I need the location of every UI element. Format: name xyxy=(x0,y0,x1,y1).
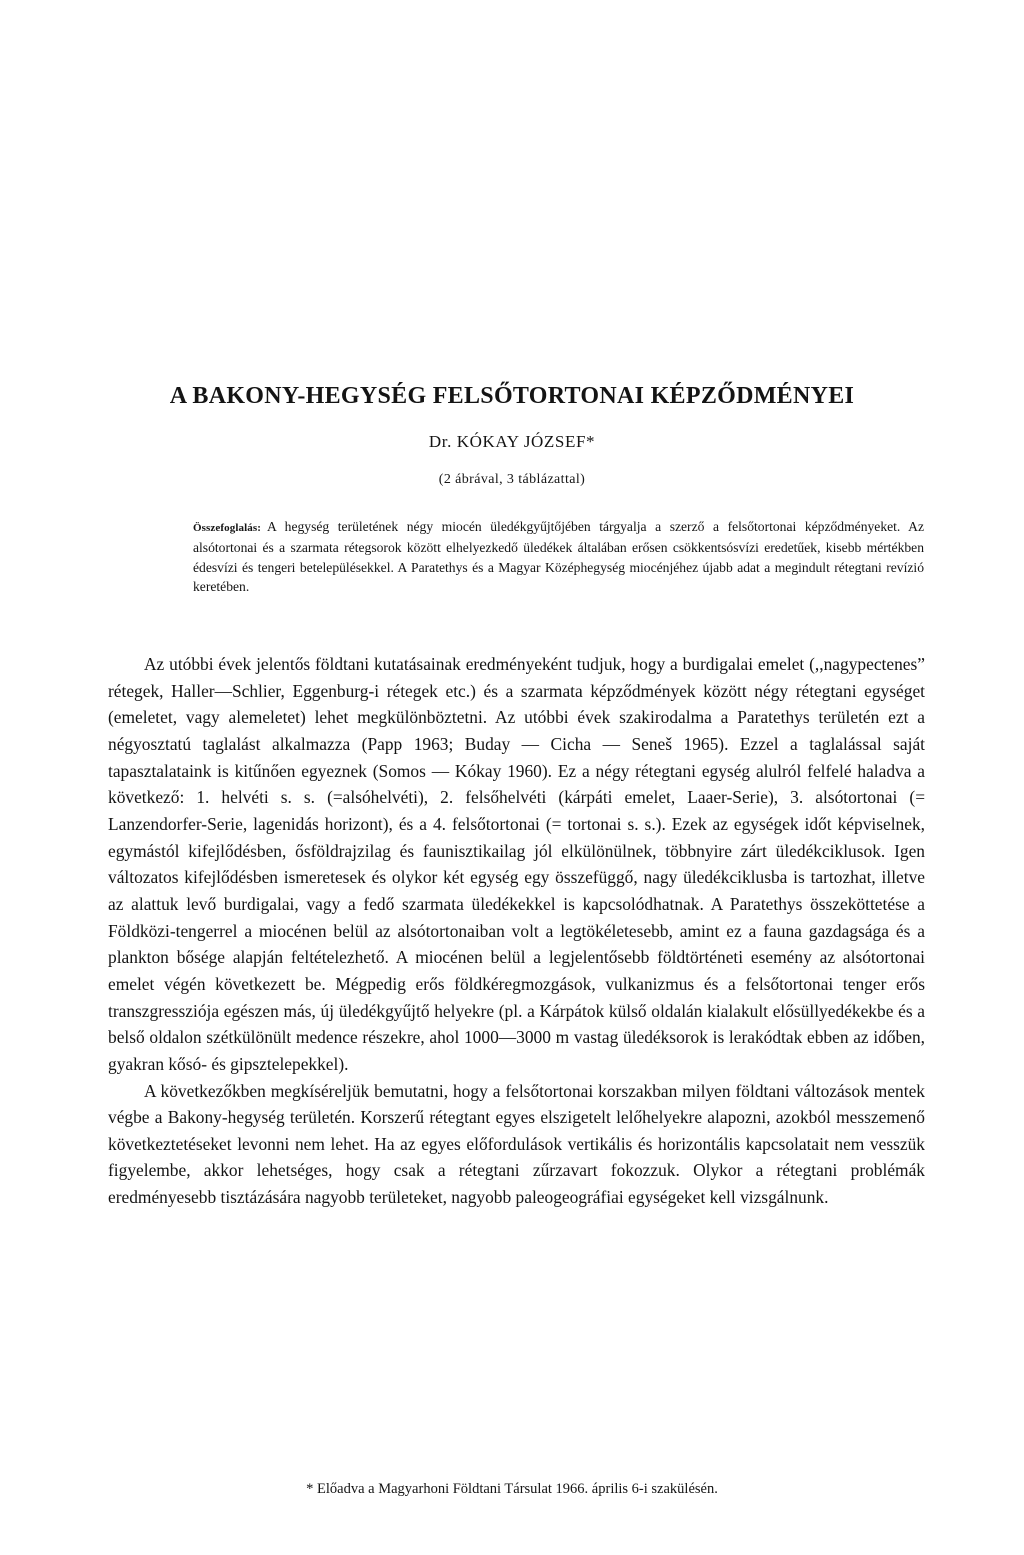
article-title: A BAKONY-HEGYSÉG FELSŐTORTONAI KÉPZŐDMÉNYEI xyxy=(169,383,855,409)
body-paragraph: Az utóbbi évek jelentős földtani kutatásainak eredményeként tudjuk, hogy a burdigalai emelet (,,nagypectenes” rétegek, Haller—Schlier, Eggenburg-i rétegek etc.) és a szarmata képződmények között négy rétegtani egységet (emeletet, vagy alemeletet) lehet megkülönböztetni. Az utóbbi évek szakirodalma a Paratethys területén ezt a négyosztatú taglalást alkalmazza (Papp 1963; Buday — Cicha — Seneš 1965). Ezzel a taglalással saját tapasztalataink is kitűnően egyeznek (Somos — Kókay 1960). Ez a négy rétegtani egység alulról felfelé haladva a következő: 1. helvéti s. s. (=alsóhelvéti), 2. felsőhelvéti (kárpáti emelet, Laaer-Serie), 3. alsótortonai (= Lanzendorfer-Serie, lagenidás horizont), és a 4. felsőtortonai (= tortonai s. s.). Ezek az egységek időt képviselnek, egymástól kifejlődésben, ősföldrajzilag és faunisztikailag jól elkülönülnek, többnyire zárt üledékciklusok. Igen változatos kifejlődésben ismeretesek és olykor két egység egy összefüggő, nagy üledékciklusba is tartozhat, illetve az alattuk levő burdigalai, vagy a fedő szarmata üledékekkel is kapcsolódhatnak. A Paratethys összeköttetése a Földközi-tengerrel a miocénen belül az alsótortonaiban volt a legtökéletesebb, amint ez a fauna gazdagsága és a plankton bősége alapján feltételezhető. A miocénen belül a legjelentősebb földtörténeti esemény az alsótortonai emelet végén következett be. Mégpedig erős földkéregmozgások, vulkanizmus és a felsőtortonai tenger erős transzgressziója egészen más, új üledékgyűjtő helyekre (pl. a Kárpátok külső oldalán kialakult elősüllyedékekbe és a belső oldalon szétkülönült medence részekre, ahol 1000—3000 m vastag üledéksorok is lerakódtak ebben az időben, gyakran kősó- és gipsztelepekkel). xyxy=(108,654,925,1074)
abstract-label: Összefoglalás: xyxy=(193,522,262,534)
abstract-text: A hegység területének négy miocén üledékgyűjtőjében tárgyalja a szerző a felsőtortonai képződményeket. Az alsótortonai és a szarmata rétegsorok között elhelyezkedő üledékek általában erősen csökkentsósvízi eredetűek, kisebb mértékben édesvízi és tengeri betelepülésekkel. A Paratethys és a Magyar Középhegység miocénjéhez újabb adat a megindult rétegtani revízió keretében. xyxy=(193,519,924,595)
abstract xyxy=(193,517,924,597)
footnote: * Előadva a Magyarhoni Földtani Társulat 1966. április 6-i szakülésén. xyxy=(306,1481,718,1497)
body-text xyxy=(108,651,925,1211)
article-subtitle: (2 ábrával, 3 táblázattal) xyxy=(438,472,586,487)
body-paragraph: A következőkben megkíséreljük bemutatni, hogy a felsőtortonai korszakban milyen földtani változások mentek végbe a Bakony-hegység területén. Korszerű rétegtant egyes elszigetelt lelőhelyekre alapozni, azokból messzemenő következtetéseket levonni nem lehet. Ha az egyes előfordulások vertikális és horizontális kapcsolatait nem vesszük figyelembe, akkor lehetséges, hogy csak a rétegtani zűrzavart fokozzuk. Olykor a rétegtani problémák eredményesebb tisztázására nagyobb területeket, nagyobb paleogeográfiai egységeket kell vizsgálnunk. xyxy=(108,1080,925,1208)
article-author: Dr. KÓKAY JÓZSEF* xyxy=(428,432,596,451)
